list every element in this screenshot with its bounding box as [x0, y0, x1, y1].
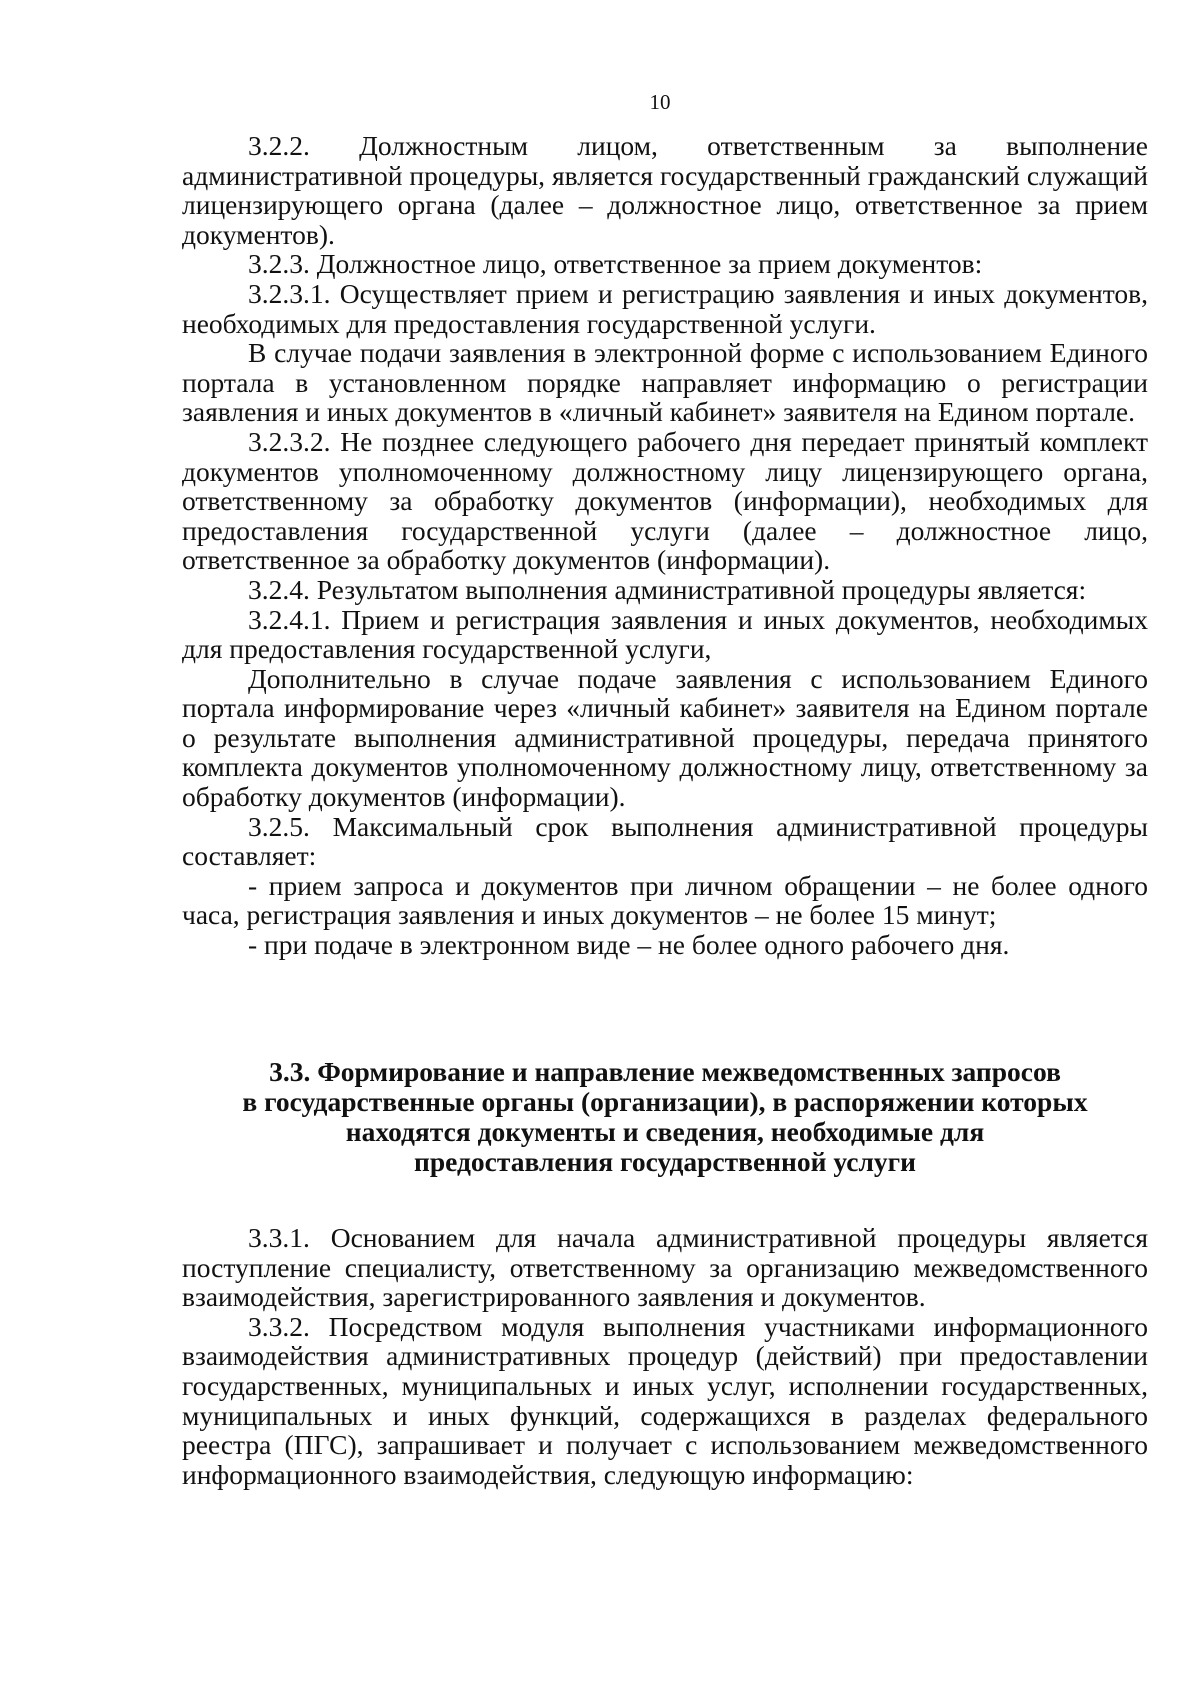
paragraph-additionally: Дополнительно в случае подаче заявления с использованием Единого портала информирование через «личный кабинет» заявителя на Едином портале о результате выполнения административной процедуры, передача принятого комплекта документов уполномоченному должностному лицу, ответственному за обработку документов (информации). — [182, 662, 1148, 813]
paragraph-electronic-form: В случае подачи заявления в электронной форме с использованием Единого портала в установленном порядке направляет информацию о регистрации заявления и иных документов в «личный кабинет» заявителя на Едином портале. — [182, 337, 1148, 428]
body-text-bottom — [182, 1223, 1148, 1489]
paragraph-3-2-3-1: 3.2.3.1. Осуществляет прием и регистрацию заявления и иных документов, необходимых для предоставления государственной услуги. — [182, 277, 1148, 339]
paragraph-3-2-4-1: 3.2.4.1. Прием и регистрация заявления и иных документов, необходимых для предоставления государственной услуги, — [182, 603, 1148, 665]
list-item-electronic-request: - при подаче в электронном виде – не более одного рабочего дня. — [248, 929, 1010, 961]
paragraph-3-3-2: 3.3.2. Посредством модуля выполнения участниками информационного взаимодействия административных процедур (действий) при предоставлении государственных, муниципальных и иных услуг, исполнении государственных, муниципальных и иных функций, содержащихся в разделах федерального реестра (ПГС), запрашивает и получает с использованием межведомственного информационного взаимодействия, следующую информацию: — [182, 1310, 1148, 1490]
heading-line: 3.3. Формирование и направление межведомственных запросов — [269, 1056, 1061, 1087]
page-number: 10 — [649, 90, 671, 114]
paragraph-3-2-5: 3.2.5. Максимальный срок выполнения административной процедуры составляет: — [182, 810, 1148, 872]
list-item-personal-request: - прием запроса и документов при личном обращении – не более одного часа, регистрация заявления и иных документов – не более 15 минут; — [182, 869, 1148, 931]
heading-line: находятся документы и сведения, необходимые для — [345, 1116, 985, 1147]
paragraph-3-2-3-2: 3.2.3.2. Не позднее следующего рабочего дня передает принятый комплект документов уполномоченному должностному лицу лицензирующего органа, ответственному за обработку документов (информации), необходимых для предоставления государственной услуги (далее – должностное лицо, ответственное за обработку документов (информации). — [182, 425, 1148, 576]
paragraph-3-2-3: 3.2.3. Должностное лицо, ответственное за прием документов: — [248, 248, 983, 280]
body-text-top — [182, 131, 1148, 960]
paragraph-3-2-4: 3.2.4. Результатом выполнения административной процедуры является: — [248, 573, 1087, 605]
paragraph-3-3-1: 3.3.1. Основанием для начала административной процедуры является поступление специалисту, ответственному за организацию межведомственного взаимодействия, зарегистрированного заявления и документов. — [182, 1222, 1148, 1313]
paragraph-3-2-2: 3.2.2. Должностным лицом, ответственным за выполнение административной процедуры, является государственный гражданский служащий лицензирующего органа (далее – должностное лицо, ответственное за прием документов). — [182, 130, 1148, 250]
heading-line: предоставления государственной услуги — [414, 1146, 916, 1177]
heading-line: в государственные органы (организации), в распоряжении которых — [242, 1086, 1088, 1117]
section-heading-3-3 — [182, 1057, 1148, 1177]
